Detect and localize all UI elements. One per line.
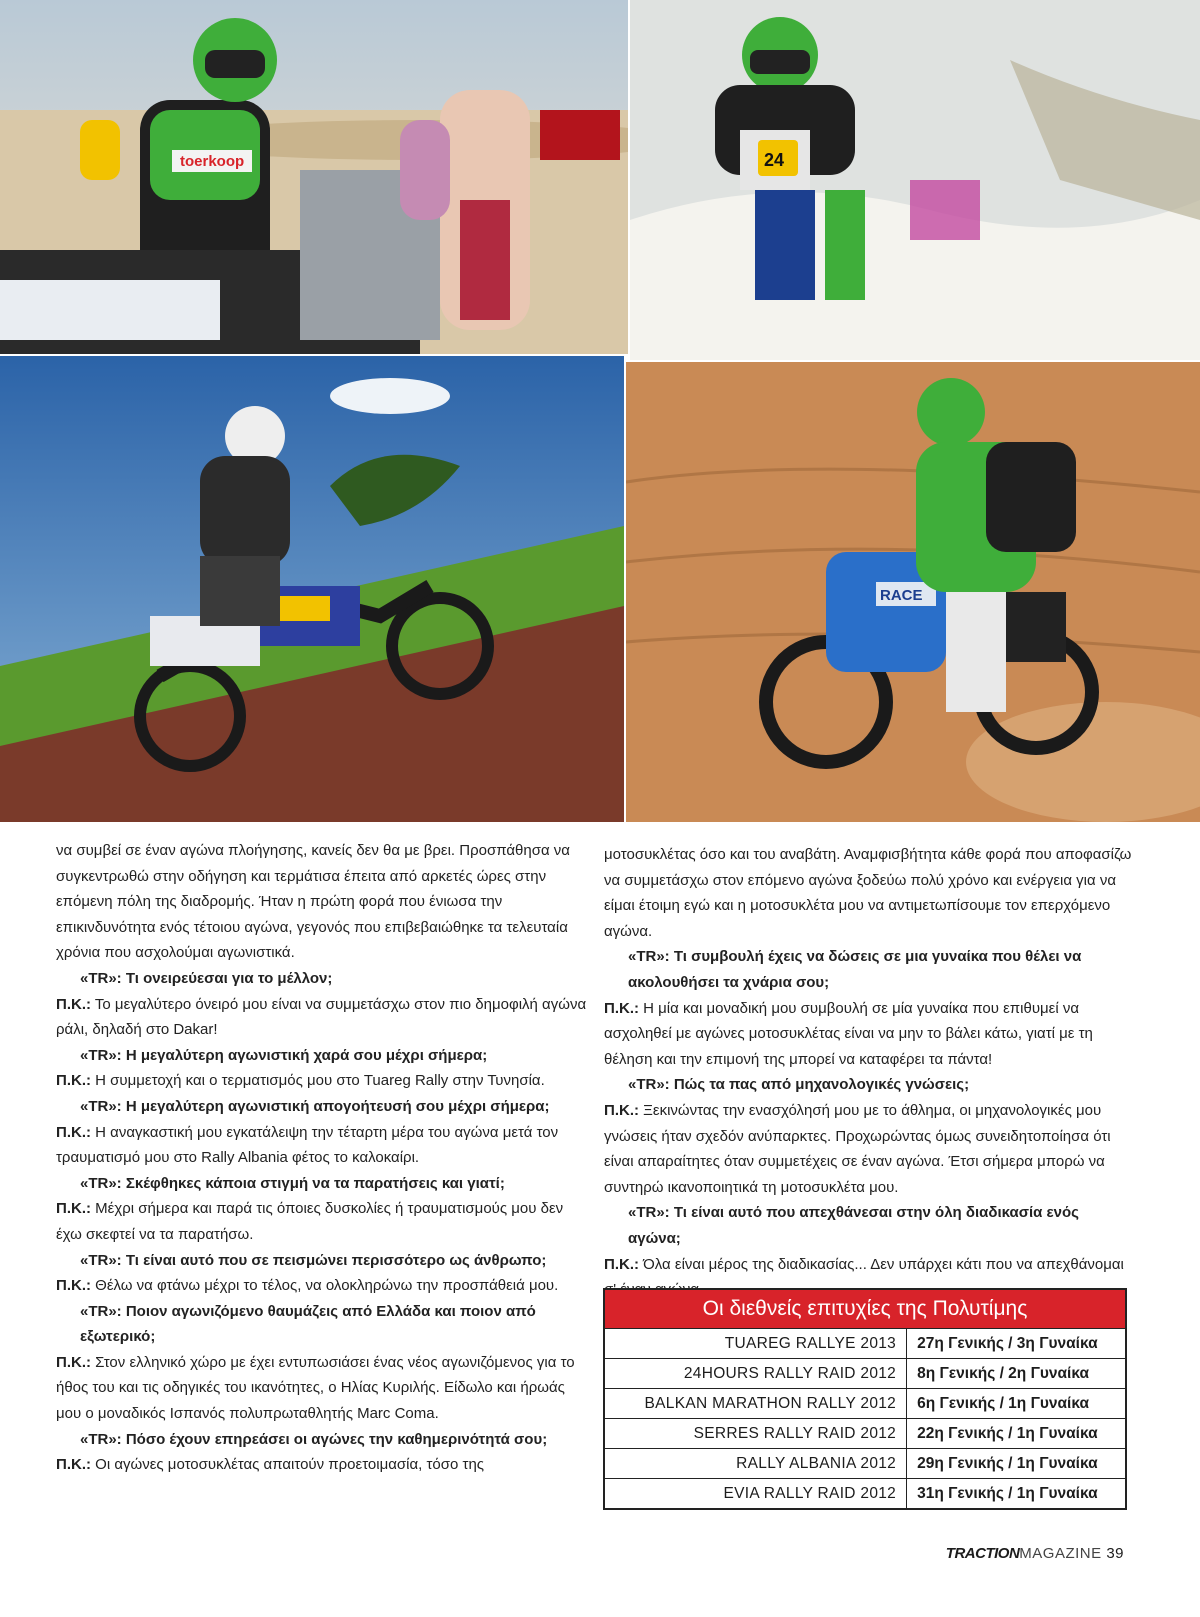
achievements-rows (605, 1328, 1125, 1508)
event-name: TUAREG RALLYE 2013 (605, 1329, 907, 1359)
bike-plate-text: RACE (880, 587, 923, 604)
event-name: SERRES RALLY RAID 2012 (605, 1419, 907, 1449)
photo-rider-blue-bike-desert (626, 362, 1200, 822)
answer-label: Π.Κ.: (56, 1200, 91, 1218)
table-title: Οι διεθνείς επιτυχίες της Πολυτίμης (605, 1290, 1125, 1328)
question: «TR»: Τι ονειρεύεσαι για το μέλλον; (80, 969, 333, 987)
answer-label: Π.Κ.: (56, 1123, 91, 1141)
question: «TR»: Τι είναι αυτό που σε πεισμώνει περισσότερο ως άνθρωπο; (80, 1251, 547, 1269)
article-column-right (604, 842, 1134, 1303)
answer-text: Οι αγώνες μοτοσυκλέτας απαιτούν προετοιμασία, τόσο της (91, 1456, 485, 1474)
answer-label: Π.Κ.: (604, 1255, 639, 1273)
achievements-table (603, 1288, 1127, 1510)
answer-text: Το μεγαλύτερο όνειρό μου είναι να συμμετάσχω στον πιο δημοφιλή αγώνα ράλι, δηλαδή στο Dakar! (56, 995, 587, 1039)
answer-text: Στον ελληνικό χώρο με έχει εντυπωσιάσει ένας νέος αγωνιζόμενος για το ήθος του και τις οδηγικές του ικανότητες, ο Ηλίας Κυριλής. Είδωλο και ήρωάς μου ο μοναδικός Ισπανός πολυπρωταθλητής Marc Coma. (56, 1353, 575, 1423)
question: «TR»: Ποιον αγωνιζόμενο θαυμάζεις από Ελλάδα και ποιον από εξωτερικό; (80, 1302, 536, 1346)
answer (604, 1098, 1134, 1200)
question: «TR»: Η μεγαλύτερη αγωνιστική χαρά σου μέχρι σήμερα; (80, 1046, 488, 1064)
answer-text: Ξεκινώντας την ενασχόλησή μου με το άθλημα, οι μηχανολογικές μου γνώσεις ήταν σχεδόν ανύπαρκτες. Προχωρώντας όμως συνειδητοποίησα ότι είναι απαραίτητες όταν συμμετέχεις σε έναν αγώνα. Έτσι σήμερα μπορώ να συντηρώ ικανοποιητικά τη μοτοσυκλέτα μου. (604, 1101, 1111, 1196)
event-result: 27η Γενικής / 3η Γυναίκα (907, 1329, 1125, 1359)
article-column-left (56, 838, 588, 1478)
question: «TR»: Πόσο έχουν επηρεάσει οι αγώνες την καθημερινότητά σου; (80, 1430, 548, 1448)
answer-label: Π.Κ.: (56, 1353, 91, 1371)
answer-text: Όλα είναι μέρος της διαδικασίας... Δεν υπάρχει κάτι που να απεχθάνομαι (643, 1255, 1124, 1273)
answer (56, 1273, 588, 1299)
answer-label: Π.Κ.: (56, 1277, 91, 1295)
answer-text: Μέχρι σήμερα και παρά τις όποιες δυσκολίες ή τραυματισμούς μου δεν έχω σκεφτεί να τα παρατήσω. (56, 1200, 564, 1243)
table-row (605, 1449, 1125, 1479)
magazine-brand: TRACTION (945, 1545, 1020, 1562)
answer-text: Η μία και μοναδική μου συμβουλή σε μία γυναίκα που επιθυμεί να ασχοληθεί με αγώνες μοτοσυκλέτας είναι να μην το βάλει κάτω, γιατί με τη θέληση και την επιμονή της μπορεί να καταφέρει τα πάντα! (604, 999, 1093, 1068)
answer-label: Π.Κ.: (56, 1456, 91, 1474)
answer-text: Η συμμετοχή και ο τερματισμός μου στο Tuareg Rally στην Τυνησία. (91, 1072, 545, 1090)
number-plate: 24 (764, 150, 785, 170)
answer-label: Π.Κ.: (56, 995, 91, 1013)
photo-rider-thumbs-up (0, 0, 628, 354)
paragraph: να συμβεί σε έναν αγώνα πλοήγησης, κανείς δεν θα με βρει. Προσπάθησα να συγκεντρωθώ στην οδήγηση και τερμάτισα έπειτα από αρκετές ώρες στην επόμενη πόλη της διαδρομής. Ήταν η πρώτη φορά που ένιωσα την επικινδυνότητα ενός τέτοιου αγώνα, γεγονός που επιβεβαιώθηκε τα τελευταία χρόνια που ασχολούμαι αγωνιστικά. (56, 842, 570, 962)
table-row (605, 1389, 1125, 1419)
answer (604, 996, 1134, 1073)
answer-label: Π.Κ.: (604, 999, 639, 1017)
event-name: 24HOURS RALLY RAID 2012 (605, 1359, 907, 1389)
photo-rider-wheelie (0, 356, 624, 822)
question: «TR»: Τι συμβουλή έχεις να δώσεις σε μια γυναίκα που θέλει να ακολουθήσει τα χνάρια σου; (628, 948, 1082, 991)
question: «TR»: Σκέφθηκες κάποια στιγμή να τα παρατήσεις και γιατί; (80, 1174, 505, 1192)
question: «TR»: Πώς τα πας από μηχανολογικές γνώσεις; (628, 1076, 970, 1094)
magazine-word: MAGAZINE (1019, 1545, 1102, 1562)
table-row (605, 1329, 1125, 1359)
table-row (605, 1479, 1125, 1509)
sponsor-text: toerkoop (180, 153, 245, 170)
answer (56, 1350, 588, 1427)
event-name: BALKAN MARATHON RALLY 2012 (605, 1389, 907, 1419)
answer-text: Η αναγκαστική μου εγκατάλειψη την τέταρτη μέρα του αγώνα μετά τον τραυματισμό μου στο Rally Albania φέτος το καλοκαίρι. (56, 1123, 559, 1167)
event-name: EVIA RALLY RAID 2012 (605, 1479, 907, 1509)
table-row (605, 1359, 1125, 1389)
answer-label: Π.Κ.: (56, 1072, 91, 1090)
answer-label: Π.Κ.: (604, 1101, 639, 1119)
page-footer (946, 1545, 1124, 1562)
photo-rider-24-sand (630, 0, 1200, 360)
event-result: 29η Γενικής / 1η Γυναίκα (907, 1449, 1125, 1479)
event-result: 31η Γενικής / 1η Γυναίκα (907, 1479, 1125, 1509)
answer-text: Θέλω να φτάνω μέχρι το τέλος, να ολοκληρώνω την προσπάθειά μου. (91, 1277, 559, 1295)
page-number: 39 (1106, 1545, 1124, 1562)
event-result: 6η Γενικής / 1η Γυναίκα (907, 1389, 1125, 1419)
question: «TR»: Η μεγαλύτερη αγωνιστική απογοήτευσή σου μέχρι σήμερα; (80, 1097, 550, 1115)
event-result: 8η Γενικής / 2η Γυναίκα (907, 1359, 1125, 1389)
answer (56, 1120, 588, 1171)
answer (56, 1068, 588, 1094)
event-name: RALLY ALBANIA 2012 (605, 1449, 907, 1479)
event-result: 22η Γενικής / 1η Γυναίκα (907, 1419, 1125, 1449)
answer (56, 992, 588, 1043)
table-row (605, 1419, 1125, 1449)
answer (56, 1452, 588, 1478)
question: «TR»: Τι είναι αυτό που απεχθάνεσαι στην όλη διαδικασία ενός αγώνα; (628, 1204, 1079, 1247)
paragraph: μοτοσυκλέτας όσο και του αναβάτη. Αναμφισβήτητα κάθε φορά που αποφασίζω να συμμετάσχω στον επόμενο αγώνα ξοδεύω πολύ χρόνο και ενέργεια για να είμαι έτοιμη εγώ και η μοτοσυκλέτα μου να αντιμετωπίσουμε τον επερχόμενο αγώνα. (604, 846, 1132, 940)
answer (56, 1196, 588, 1247)
